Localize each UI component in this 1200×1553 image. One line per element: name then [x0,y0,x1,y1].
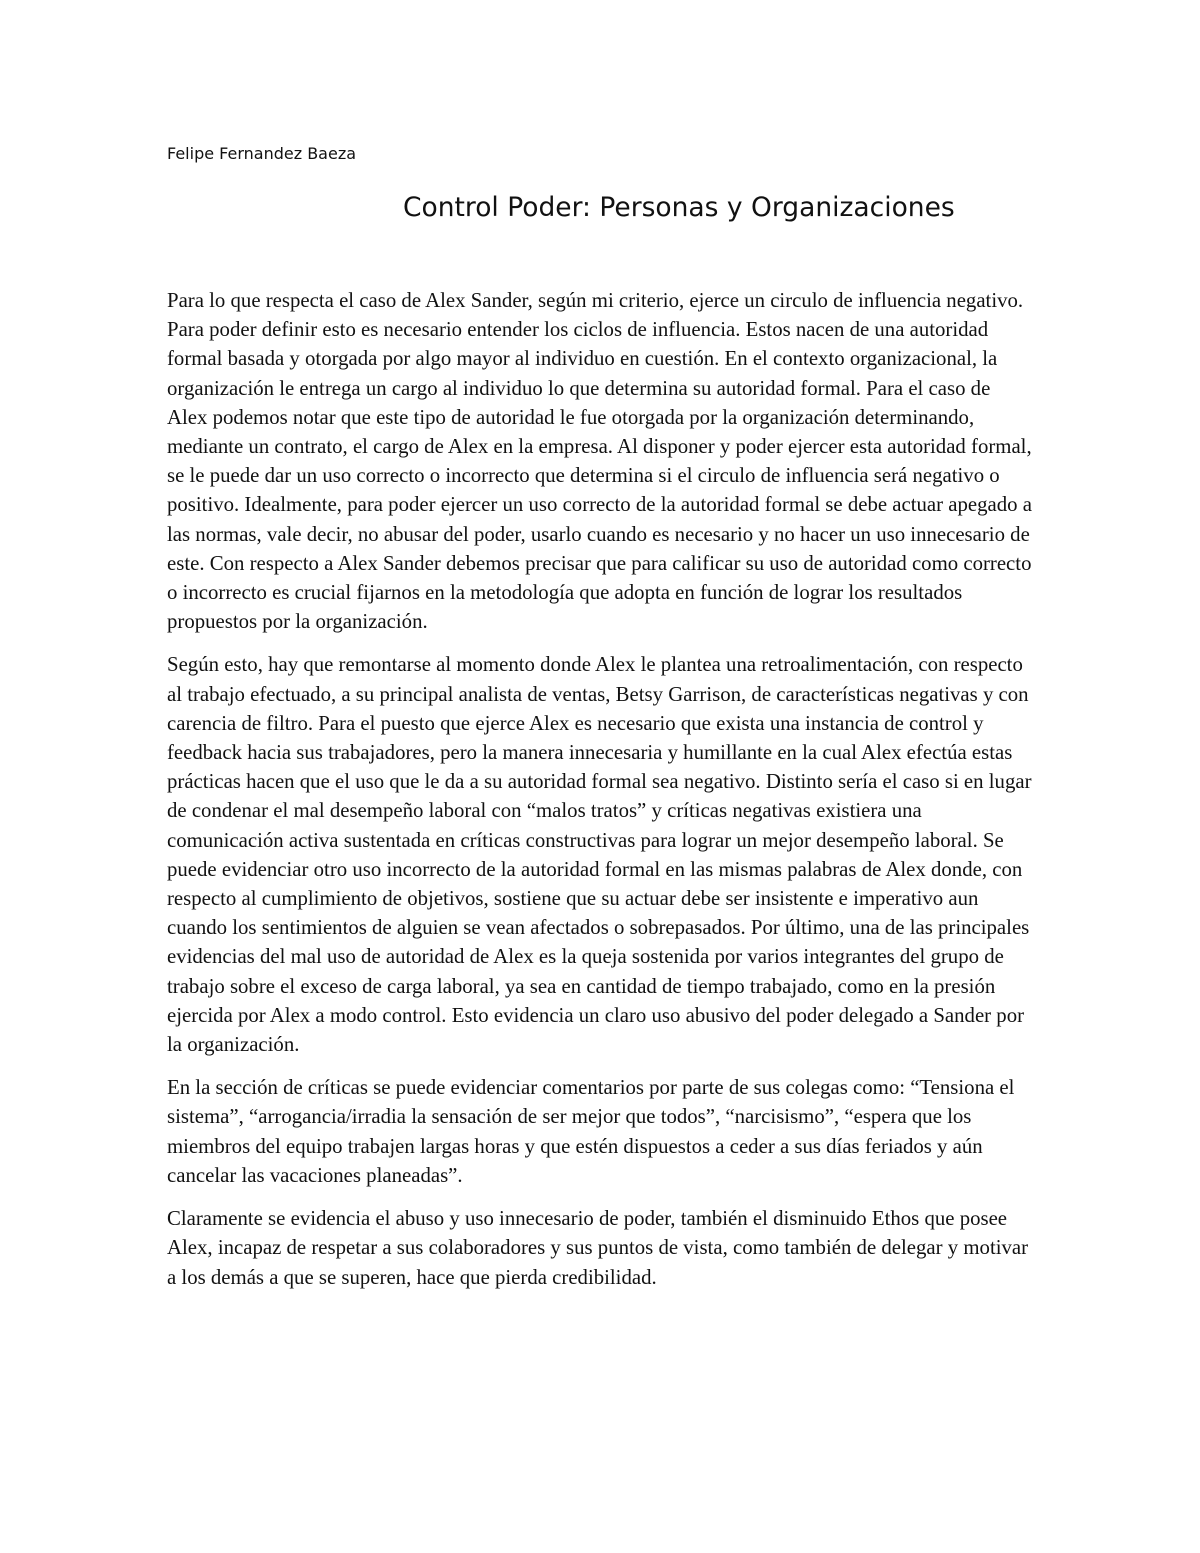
body-paragraph-4: Claramente se evidencia el abuso y uso innecesario de poder, también el disminuido Ethos que posee Alex, incapaz de respetar a sus colaboradores y sus puntos de vista, como también de delegar y motivar a los demás a que se superen, hace que pierda credibilidad. [167,1207,1029,1289]
author-name: Felipe Fernandez Baeza [167,144,357,163]
body-paragraph-3: En la sección de críticas se puede evidenciar comentarios por parte de sus colegas como: “Tensiona el sistema”, “arrogancia/irradia la sensación de ser mejor que todos”, “narcisismo”, “espera que los miembros del equipo trabajen largas horas y que estén dispuestos a ceder a sus días feriados y aún cancelar las vacaciones planeadas”. [167,1076,1015,1187]
document-body [167,286,1033,1292]
body-paragraph-2: Según esto, hay que remontarse al momento donde Alex le plantea una retroalimentación, con respecto al trabajo efectuado, a su principal analista de ventas, Betsy Garrison, de características negativas y con carencia de filtro. Para el puesto que ejerce Alex es necesario que exista una instancia de control y feedback hacia sus trabajadores, pero la manera innecesaria y humillante en la cual Alex efectúa estas prácticas hacen que el uso que le da a su autoridad formal sea negativo. Distinto sería el caso si en lugar de condenar el mal desempeño laboral con “malos tratos” y críticas negativas existiera una comunicación activa sustentada en críticas constructivas para lograr un mejor desempeño laboral. Se puede evidenciar otro uso incorrecto de la autoridad formal en las mismas palabras de Alex donde, con respecto al cumplimiento de objetivos, sostiene que su actuar debe ser insistente e imperativo aun cuando los sentimientos de alguien se vean afectados o sobrepasados. Por último, una de las principales evidencias del mal uso de autoridad de Alex es la queja sostenida por varios integrantes del grupo de trabajo sobre el exceso de carga laboral, ya sea en cantidad de tiempo trabajado, como en la presión ejercida por Alex a modo control. Esto evidencia un claro uso abusivo del poder delegado a Sander por la organización. [167,653,1032,1057]
document-title: Control Poder: Personas y Organizaciones [403,192,955,223]
body-paragraph-1: Para lo que respecta el caso de Alex Sander, según mi criterio, ejerce un circulo de influencia negativo. Para poder definir esto es necesario entender los ciclos de influencia. Estos nacen de una autoridad formal basada y otorgada por algo mayor al individuo en cuestión. En el contexto organizacional, la organización le entrega un cargo al individuo lo que determina su autoridad formal. Para el caso de Alex podemos notar que este tipo de autoridad le fue otorgada por la organización determinando, mediante un contrato, el cargo de Alex en la empresa. Al disponer y poder ejercer esta autoridad formal, se le puede dar un uso correcto o incorrecto que determina si el circulo de influencia será negativo o positivo. Idealmente, para poder ejercer un uso correcto de la autoridad formal se debe actuar apegado a las normas, vale decir, no abusar del poder, usarlo cuando es necesario y no hacer un uso innecesario de este. Con respecto a Alex Sander debemos precisar que para calificar su uso de autoridad como correcto o incorrecto es crucial fijarnos en la metodología que adopta en función de lograr los resultados propuestos por la organización. [167,289,1032,634]
